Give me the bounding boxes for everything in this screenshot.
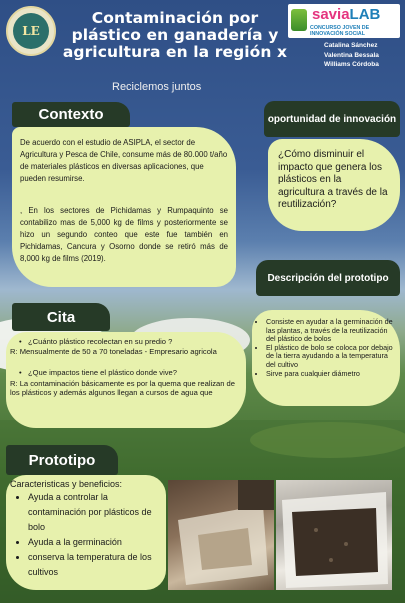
poster-title: Contaminación por plástico en ganadería y agricultura en la región x bbox=[62, 9, 288, 61]
soil-container-illustration bbox=[276, 480, 392, 590]
poster-subtitle: Reciclemos juntos bbox=[112, 81, 202, 93]
prototype-photo-1 bbox=[168, 480, 274, 590]
descripcion-item: • Consiste en ayudar a la germinación de las plantas, a través de la reutilización del plástico de bolos bbox=[266, 318, 394, 344]
oportunidad-heading: oportunidad de innovación bbox=[264, 101, 400, 137]
brand-name-part2: LAB bbox=[349, 6, 381, 23]
cita-box bbox=[6, 332, 246, 428]
cita-answer-2: R: La contaminación básicamente es por la quema que realizan de los plásticos y además algunos llegan a cursos de agua que bbox=[10, 379, 235, 398]
author-1: Catalina Sánchez bbox=[324, 42, 378, 49]
prototipo-item: • Ayuda a controlar la contaminación por plásticos de bolo bbox=[28, 490, 156, 535]
prototipo-box bbox=[6, 475, 166, 590]
descripcion-heading: Descripción del prototipo bbox=[256, 260, 400, 296]
savialab-logo bbox=[288, 4, 400, 38]
oportunidad-question: ¿Cómo disminuir el impacto que genera los plásticos en la agricultura a través de la reutilización? bbox=[278, 149, 388, 210]
descripcion-list bbox=[252, 318, 394, 378]
prototipo-item: • conserva la temperatura de los cultivos bbox=[28, 550, 156, 580]
cita-answer-1: R: Mensualmente de 50 a 70 toneladas - Empresario agricola bbox=[10, 347, 217, 356]
bottle-icon bbox=[291, 9, 307, 31]
prototype-photo-2 bbox=[276, 480, 392, 590]
contexto-box bbox=[12, 127, 236, 287]
school-logo-text: LE bbox=[13, 13, 49, 49]
descripcion-item: • El plástico de bolo se coloca por debajo de la tierra ayudando a la temperatura del cultivo bbox=[266, 344, 394, 370]
brand-tagline: CONCURSO JOVEN DE INNOVACIÓN SOCIAL bbox=[310, 25, 370, 37]
contexto-paragraph-2: , En los sectores de Pichidamas y Rumpaquinto se contabilizo mas de 5,000 kg de films y posteriormente se hizo un segundo conteo que este fue también en Pichidamas, Cancura y Osorno donde se retiró más de 8,000 kg de films (2019). bbox=[20, 206, 228, 263]
plastic-tray-illustration bbox=[168, 480, 274, 590]
brand-name bbox=[312, 6, 380, 23]
school-logo bbox=[6, 6, 56, 56]
cita-heading: Cita bbox=[12, 303, 110, 331]
author-3: Williams Córdoba bbox=[324, 61, 379, 68]
prototipo-heading: Prototipo bbox=[6, 445, 118, 475]
cita-question-2: • ¿Que impactos tiene el plástico donde vive? bbox=[28, 368, 177, 377]
descripcion-box bbox=[252, 310, 400, 406]
contexto-heading: Contexto bbox=[12, 102, 130, 127]
prototipo-item: • Ayuda a la germinación bbox=[28, 535, 156, 550]
oportunidad-box bbox=[268, 139, 400, 231]
author-2: Valentina Bessala bbox=[324, 51, 379, 59]
descripcion-item: • Sirve para cualquier diámetro bbox=[266, 370, 394, 379]
brand-name-part1: savia bbox=[312, 6, 350, 23]
cita-question-1: • ¿Cuánto plástico recolectan en su predio ? bbox=[28, 337, 172, 346]
prototipo-list bbox=[6, 490, 156, 580]
authors bbox=[324, 41, 379, 70]
contexto-paragraph-1: De acuerdo con el estudio de ASIPLA, el sector de Agricultura y Pesca de Chile, consume más de 80.000 t/año de materiales plásticos en diversas aplicaciones, que pueden resumirse. bbox=[20, 138, 228, 183]
prototipo-subheading: Caracteristicas y beneficios: bbox=[10, 479, 123, 489]
